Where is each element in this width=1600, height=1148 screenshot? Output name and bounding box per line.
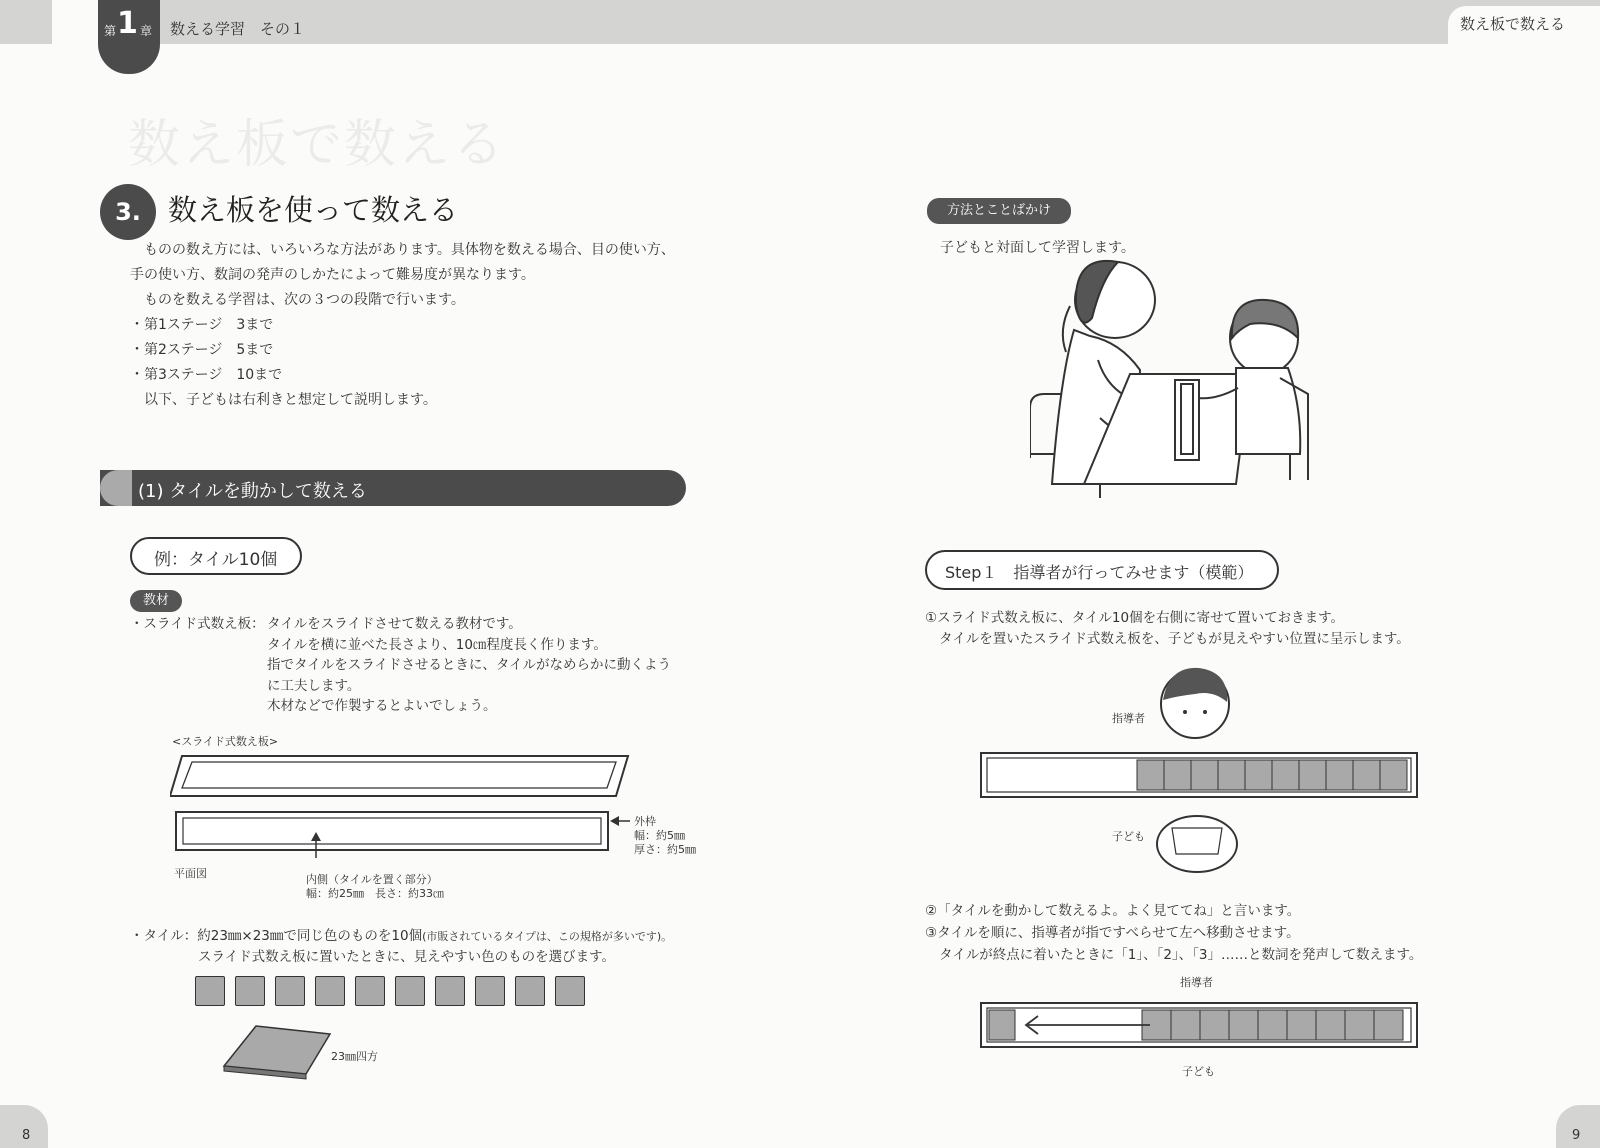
example-label: 例：タイル10個 [154,550,278,570]
tile-top [224,1026,330,1074]
tile-perspective [220,1022,340,1082]
board-label: ・スライド式数え板： [130,616,265,632]
step1-line: ①スライド式数え板に、タイル10個を右側に寄せて置いておきます。 [925,610,1345,626]
materials-tag: 教材 [130,590,182,612]
child-body [1236,368,1300,454]
outer-frame-label [634,815,696,857]
tile-line-2: スライド式数え板に置いたときに、見えやすい色のものを選びます。 [198,949,616,965]
method-tag: 方法とことばかけ [927,198,1071,224]
paragraph: 手の使い方、数詞の発声のしかたによって難易度が異なります。 [130,267,535,283]
step2-line: ②「タイルを動かして数えるよ。よく見ててね」と言います。 [925,903,1301,919]
board-line: タイルを横に並べた長さより、10㎝程度長く作ります。 [267,636,607,653]
teaching-illustration [1030,258,1340,504]
step-title: Step１ 指導者が行ってみせます（模範） [945,563,1254,582]
tile [435,976,465,1006]
board-on-table [1175,380,1199,460]
board-tile [1171,1010,1200,1040]
inner-label-name: 内側（タイルを置く部分） [306,873,438,886]
child-face-paper [1172,828,1222,854]
step1-text [925,608,1410,650]
board-line: 指でタイルをスライドさせるときに、タイルがなめらかに動くよう [267,657,672,673]
tile [475,976,505,1006]
teacher-face-eye [1203,710,1207,714]
child-face-icon [1152,810,1242,874]
child-label-1: 子ども [1112,830,1145,843]
tile-line-note: (市販されているタイプは、この規格が多いです)。 [422,930,673,943]
step23-text [925,900,1422,966]
teacher-label-2: 指導者 [1180,976,1213,989]
chapter-badge [98,0,160,74]
moved-tile [989,1010,1015,1040]
tile-line-main: ・タイル：約23㎜×23㎜で同じ色のものを10個 [130,928,423,944]
tile [515,976,545,1006]
section-number: 3. [100,184,156,240]
board-tile [1229,1010,1258,1040]
subsection-title: (1) タイルを動かして数える [138,481,367,502]
paragraph: ものを数える学習は、次の３つの段階で行います。 [144,292,465,308]
teacher-face-eye [1183,710,1187,714]
step3-line: ③タイルを順に、指導者が指ですべらせて左へ移動させます。 [925,925,1300,941]
right-header-tab [1448,6,1600,44]
stage-item: ・第1ステージ 3まで [130,317,274,333]
board-tile [1345,1010,1374,1040]
tile [315,976,345,1006]
board-tile [1326,760,1353,790]
inner-label [306,873,444,901]
board-tile [1353,760,1380,790]
tile [395,976,425,1006]
right-header-label: 数え板で数える [1460,15,1566,33]
board-tile [1287,1010,1316,1040]
board-line: タイルをスライドさせて数える教材です。 [267,616,522,632]
board-tile [1258,1010,1287,1040]
method-text: 子どもと対面して学習します。 [940,240,1135,256]
board-moving-tiles [980,1002,1420,1050]
ghost-title: 数え板で数える [128,115,507,175]
inner-label-size: 幅：約25㎜ 長さ：約33㎝ [306,887,444,900]
board-tile [1191,760,1218,790]
plan-view-label: 平面図 [174,867,207,880]
board1-tiles [1137,760,1407,790]
outer-frame-thickness: 厚さ：約5㎜ [634,843,696,856]
step1-line: タイルを置いたスライド式数え板を、子どもが見えやすい位置に呈示します。 [939,631,1410,647]
running-head: 数える学習 その１ [170,20,306,38]
board-line: 木材などで作製するとよいでしょう。 [267,698,497,714]
tile [555,976,585,1006]
chapter-number: 1 [117,6,138,41]
board-line: に工夫します。 [267,677,361,694]
chapter-prefix: 第 [104,24,117,38]
subsection-bar [100,470,686,506]
subsection-bar-cap [100,470,132,506]
diagram-caption: <スライド式数え板> [172,735,279,748]
board-tile [1200,1010,1229,1040]
tile [275,976,305,1006]
outer-arrow-head [610,816,619,826]
board-tile [1245,760,1272,790]
board-tile [1316,1010,1345,1040]
outer-frame-width: 幅：約5㎜ [634,829,685,842]
board-description [267,614,697,717]
board-tile [1218,760,1245,790]
step-pill [925,550,1279,590]
step3-line: タイルが終点に着いたときに「1」、「2」、「3」……と数詞を発声して数えます。 [939,947,1423,963]
board-tile [1299,760,1326,790]
stage-item: ・第3ステージ 10まで [130,367,283,383]
board-with-tiles-right [980,752,1420,800]
tile [195,976,225,1006]
page-number-right: 9 [1572,1128,1581,1143]
page-number-left: 8 [22,1128,31,1143]
tile [355,976,385,1006]
tile-size-label: 23㎜四方 [331,1050,378,1063]
tile-description [130,926,672,967]
teacher-label-1: 指導者 [1112,712,1145,725]
section-body [130,238,690,413]
outer-frame-name: 外枠 [634,815,656,828]
paragraph: 以下、子どもは右利きと想定して説明します。 [144,392,437,408]
board-tile [1137,760,1164,790]
tile [235,976,265,1006]
board-tile [1164,760,1191,790]
board-tile [1374,1010,1403,1040]
teacher-face-icon [1155,664,1235,744]
teacher-ponytail [1063,306,1070,352]
example-pill [130,537,302,575]
paragraph: ものの数え方には、いろいろな方法があります。具体物を数える場合、目の使い方、 [144,242,675,258]
child-label-2: 子ども [1182,1065,1215,1078]
board-tile [1272,760,1299,790]
chapter-suffix: 章 [140,24,153,38]
board-tile [1380,760,1407,790]
section-title: 数え板を使って数える [168,193,459,227]
stage-item: ・第2ステージ 5まで [130,342,274,358]
